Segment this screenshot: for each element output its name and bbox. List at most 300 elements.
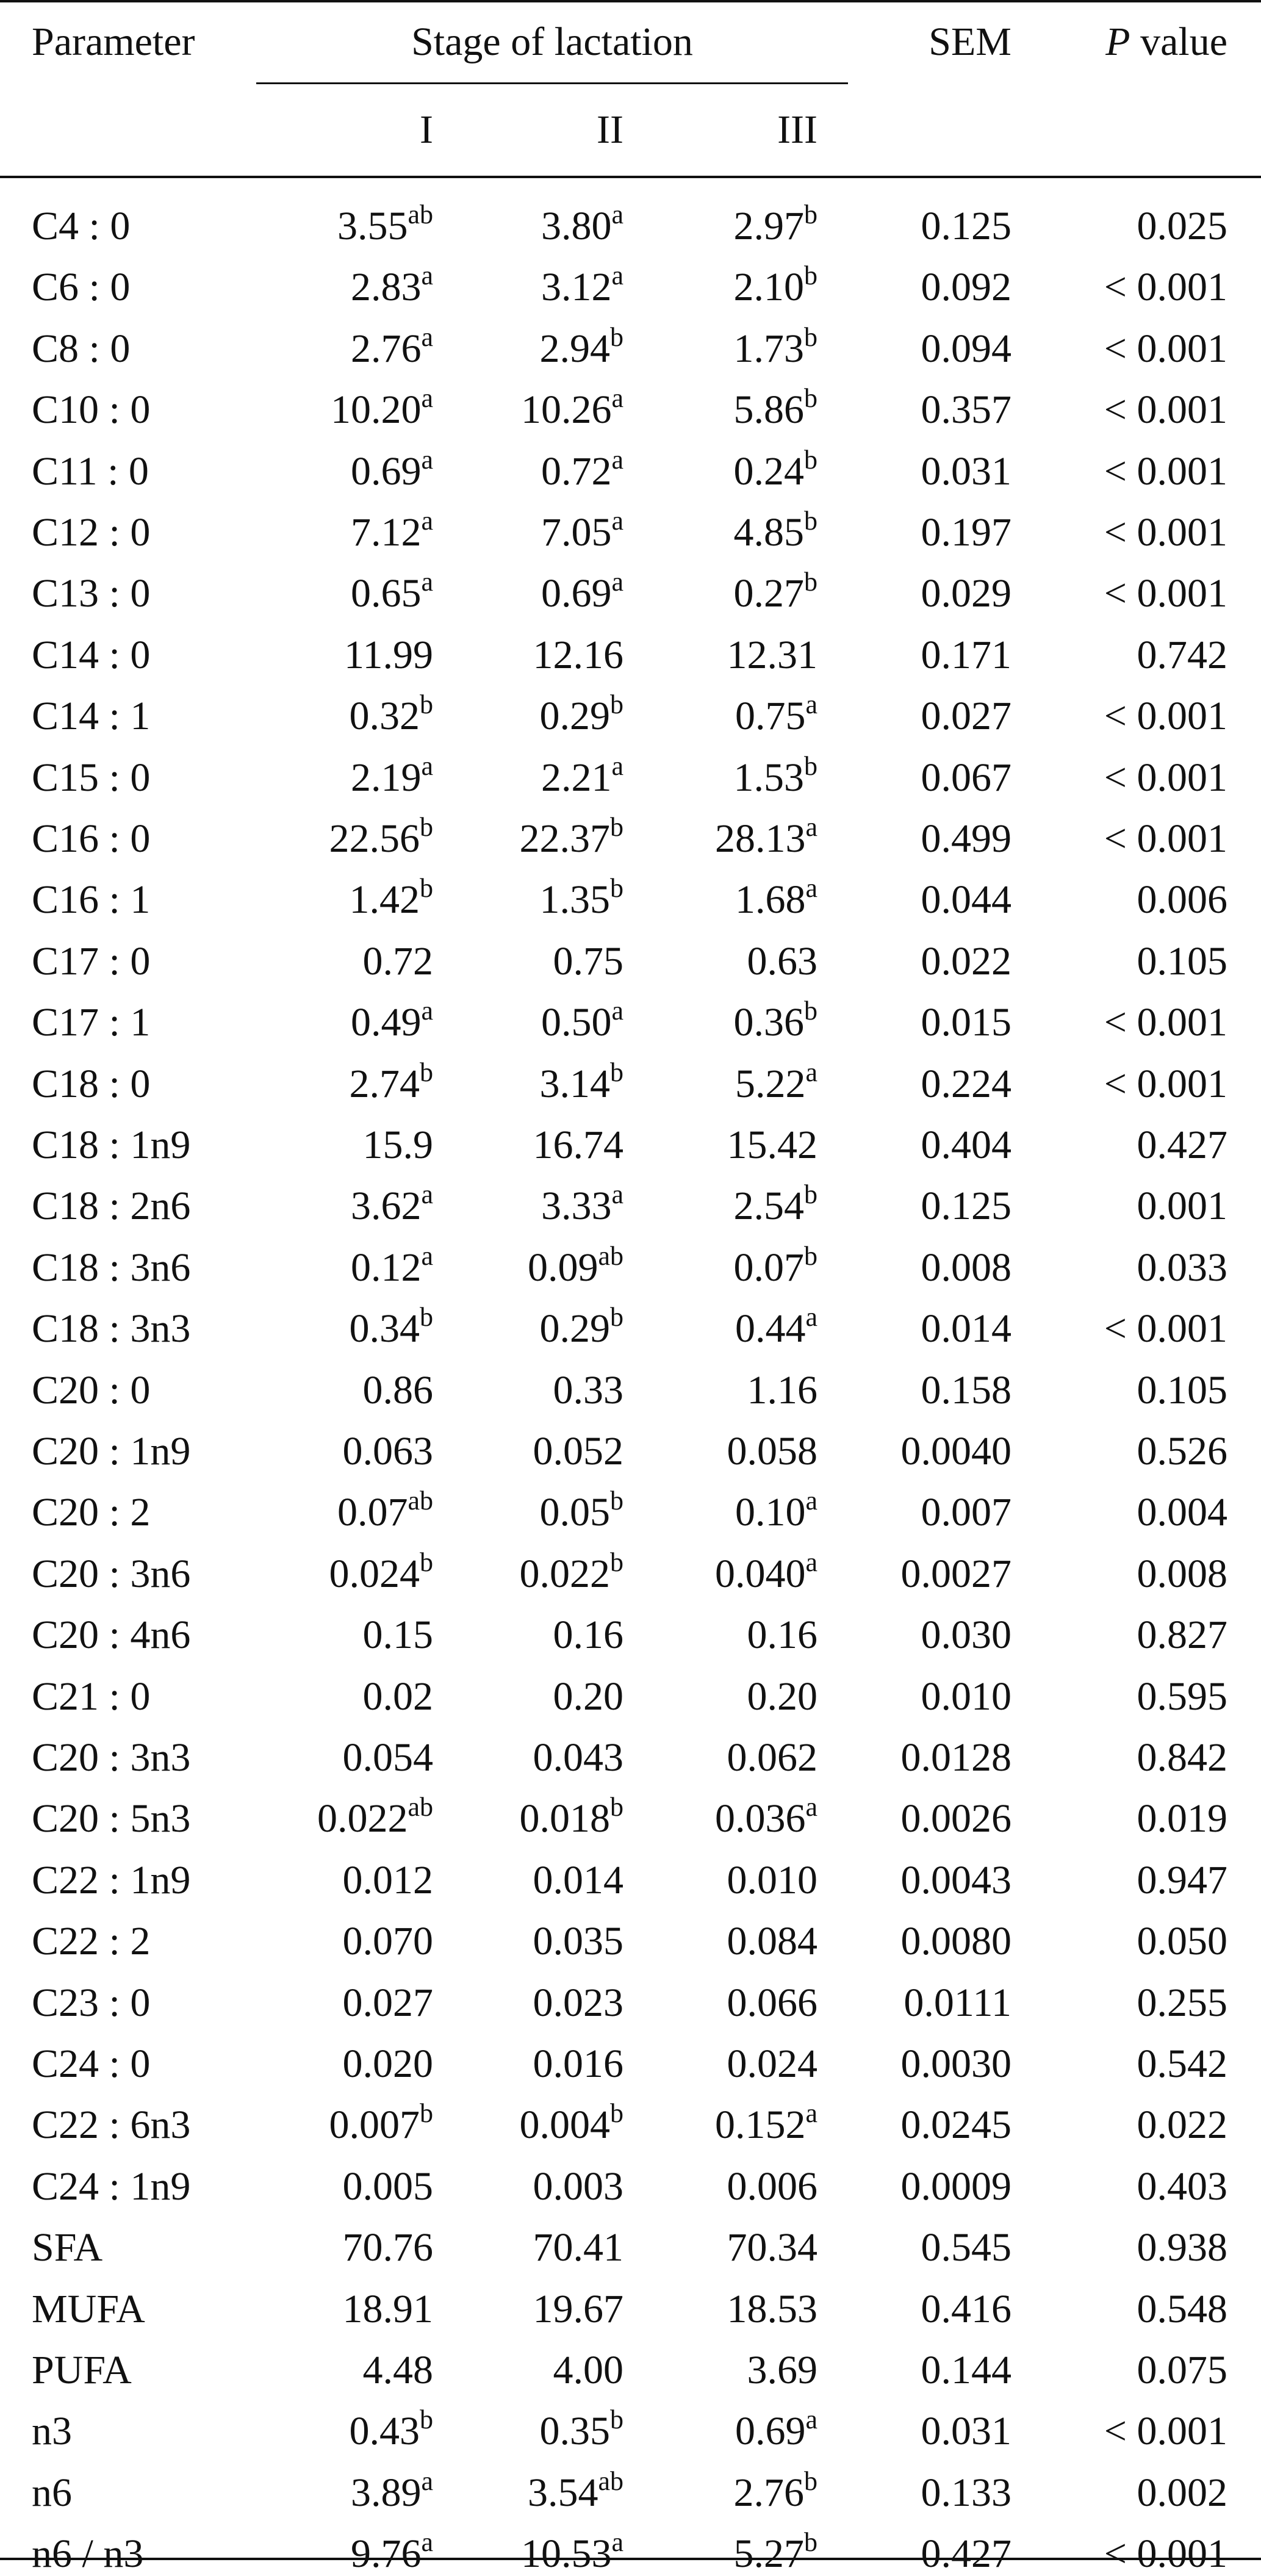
cell-value: 0.002 <box>1137 2470 1227 2515</box>
cell-value: 0.067 <box>921 755 1011 800</box>
cell-value: 0.001 <box>1137 1184 1227 1228</box>
cell-iii <box>628 445 817 494</box>
significance-superscript: b <box>610 1302 623 1332</box>
cell-iii <box>628 2225 817 2270</box>
cell-i <box>256 1370 433 1411</box>
cell-param <box>32 510 251 555</box>
cell-value: 0.031 <box>921 2409 1011 2453</box>
cell-value: C20 : 3n6 <box>32 1552 191 1596</box>
significance-superscript: a <box>805 1547 817 1577</box>
significance-superscript: ab <box>598 2466 623 2496</box>
cell-value: 0.105 <box>1137 939 1227 984</box>
cell-param <box>32 449 251 494</box>
cell-sem <box>842 1245 1011 1290</box>
cell-p <box>1037 206 1227 246</box>
cell-value: 0.16 <box>553 1613 623 1657</box>
cell-value: 0.69 <box>735 2409 806 2453</box>
cell-sem <box>842 2289 1011 2330</box>
cell-param <box>32 326 251 371</box>
cell-value: 0.043 <box>533 1735 623 1780</box>
significance-superscript: b <box>420 689 433 719</box>
cell-ii <box>439 751 623 800</box>
cell-sem <box>842 2044 1011 2084</box>
cell-value: 0.014 <box>921 1306 1011 1351</box>
cell-value: 2.76 <box>350 326 422 371</box>
cell-value: 0.008 <box>1137 1552 1227 1596</box>
cell-ii <box>439 689 623 738</box>
cell-p <box>1037 696 1227 736</box>
cell-i <box>256 1921 433 1962</box>
cell-ii <box>439 2466 623 2515</box>
cell-value: 0.65 <box>350 571 422 616</box>
cell-value: 0.010 <box>921 1674 1011 1719</box>
cell-value: 0.004 <box>519 2103 610 2147</box>
cell-i <box>256 261 433 309</box>
cell-i <box>256 1983 433 2023</box>
cell-value: 1.16 <box>747 1368 817 1412</box>
significance-superscript: a <box>805 1792 817 1822</box>
cell-i <box>256 2164 433 2209</box>
significance-superscript: b <box>610 812 623 842</box>
significance-superscript: b <box>804 2527 817 2557</box>
cell-value: 0.024 <box>329 1552 420 1596</box>
cell-value: 0.125 <box>921 204 1011 248</box>
cell-i <box>256 1674 433 1719</box>
cell-iii <box>628 1431 817 1472</box>
cell-value: 10.26 <box>520 387 612 432</box>
cell-sem <box>842 2105 1011 2145</box>
cell-p <box>1037 2105 1227 2145</box>
cell-value: 0.007 <box>329 2103 420 2147</box>
cell-iii <box>628 873 817 922</box>
cell-value: 0.427 <box>1137 1123 1227 1167</box>
cell-value: 0.27 <box>733 571 804 616</box>
cell-sem <box>842 1431 1011 1472</box>
cell-p <box>1037 510 1227 555</box>
cell-p <box>1037 2470 1227 2515</box>
significance-superscript: a <box>421 445 433 475</box>
cell-p <box>1037 1796 1227 1841</box>
cell-value: 0.054 <box>342 1735 433 1780</box>
significance-superscript: b <box>610 873 623 903</box>
cell-iii <box>628 1921 817 1962</box>
significance-superscript: b <box>804 261 817 290</box>
cell-value: 0.066 <box>727 1981 817 2025</box>
cell-ii <box>439 873 623 922</box>
cell-ii <box>439 2164 623 2209</box>
cell-value: < 0.001 <box>1104 387 1227 432</box>
cell-value: 0.12 <box>350 1245 422 1290</box>
cell-value: 0.070 <box>342 1919 433 1963</box>
cell-iii <box>628 261 817 309</box>
cell-value: 0.125 <box>921 1184 1011 1228</box>
cell-value: 0.008 <box>921 1245 1011 1290</box>
cell-ii <box>439 1057 623 1106</box>
cell-value: 0.050 <box>1137 1919 1227 1963</box>
significance-superscript: a <box>611 261 623 290</box>
cell-value: 0.0009 <box>900 2164 1011 2209</box>
cell-value: 3.69 <box>747 2348 817 2392</box>
cell-value: 10.20 <box>330 387 422 432</box>
cell-value: n3 <box>32 2409 72 2453</box>
cell-value: < 0.001 <box>1104 571 1227 616</box>
cell-ii <box>439 1547 623 1596</box>
cell-i <box>256 2289 433 2330</box>
cell-value: 0.144 <box>921 2348 1011 2392</box>
cell-iii <box>628 2044 817 2084</box>
cell-param <box>32 635 251 675</box>
cell-ii <box>439 2527 623 2576</box>
cell-i <box>256 1860 433 1901</box>
cell-iii <box>628 322 817 371</box>
cell-param <box>32 1860 251 1901</box>
cell-value: C17 : 1 <box>32 1000 151 1045</box>
cell-sem <box>842 2164 1011 2209</box>
significance-superscript: a <box>805 1057 817 1087</box>
significance-superscript: b <box>804 200 817 229</box>
cell-ii <box>439 2044 623 2084</box>
cell-value: C24 : 0 <box>32 2042 151 2086</box>
cell-value: 0.0030 <box>900 2042 1011 2086</box>
significance-superscript: b <box>610 1792 623 1822</box>
cell-value: 0.031 <box>921 449 1011 494</box>
cell-value: 15.42 <box>727 1123 817 1167</box>
cell-ii <box>439 1921 623 1962</box>
cell-value: 0.595 <box>1137 1674 1227 1719</box>
cell-value: C11 : 0 <box>32 449 149 494</box>
cell-value: 70.34 <box>727 2225 817 2270</box>
cell-i <box>256 751 433 800</box>
cell-value: 0.027 <box>342 1981 433 2025</box>
cell-value: 0.416 <box>921 2287 1011 2331</box>
cell-value: 0.035 <box>533 1919 623 1963</box>
header-p-letter: P <box>1105 20 1130 64</box>
header-stage-1: I <box>420 107 433 152</box>
cell-value: 0.75 <box>735 694 806 738</box>
cell-value: < 0.001 <box>1104 694 1227 738</box>
header-stage-3: III <box>777 107 817 152</box>
cell-value: 0.0043 <box>900 1858 1011 1902</box>
significance-superscript: a <box>421 383 433 413</box>
cell-value: 0.33 <box>553 1368 623 1412</box>
significance-superscript: b <box>420 812 433 842</box>
cell-value: 0.044 <box>921 877 1011 922</box>
cell-ii <box>439 322 623 371</box>
cell-p <box>1037 1921 1227 1962</box>
cell-value: 0.35 <box>539 2409 610 2453</box>
cell-p <box>1037 2044 1227 2084</box>
cell-param <box>32 1735 251 1780</box>
significance-superscript: ab <box>408 1486 433 1516</box>
cell-param <box>32 206 251 246</box>
cell-value: 0.033 <box>1137 1245 1227 1290</box>
cell-value: 0.16 <box>747 1613 817 1657</box>
cell-sem <box>842 2531 1011 2576</box>
cell-iii <box>628 941 817 982</box>
cell-ii <box>439 2225 623 2270</box>
cell-iii <box>628 506 817 555</box>
cell-iii <box>628 1179 817 1228</box>
cell-value: C12 : 0 <box>32 510 151 555</box>
cell-i <box>256 567 433 616</box>
cell-value: 2.97 <box>733 204 804 248</box>
cell-value: 0.44 <box>735 1306 806 1351</box>
cell-value: < 0.001 <box>1104 449 1227 494</box>
significance-superscript: b <box>420 2405 433 2434</box>
cell-param <box>32 2411 251 2452</box>
cell-ii <box>439 2289 623 2330</box>
cell-value: 0.006 <box>1137 877 1227 922</box>
cell-value: 0.075 <box>1137 2348 1227 2392</box>
cell-iii <box>628 635 817 675</box>
cell-i <box>256 996 433 1045</box>
cell-iii <box>628 2405 817 2453</box>
cell-iii <box>628 996 817 1045</box>
significance-superscript: ab <box>598 1241 623 1271</box>
cell-param <box>32 1921 251 1962</box>
cell-i <box>256 1431 433 1472</box>
cell-p <box>1037 1186 1227 1226</box>
cell-p <box>1037 571 1227 616</box>
cell-value: 3.14 <box>539 1062 610 1106</box>
cell-value: 0.43 <box>349 2409 420 2453</box>
cell-value: 15.9 <box>362 1123 433 1167</box>
cell-ii <box>439 2405 623 2453</box>
cell-p <box>1037 1554 1227 1594</box>
significance-superscript: a <box>611 506 623 536</box>
cell-value: < 0.001 <box>1104 2409 1227 2453</box>
significance-superscript: b <box>420 2098 433 2128</box>
cell-sem <box>842 696 1011 736</box>
cell-value: 0.0128 <box>900 1735 1011 1780</box>
top-rule <box>0 0 1261 2</box>
cell-sem <box>842 326 1011 371</box>
cell-i <box>256 1125 433 1165</box>
significance-superscript: a <box>421 2466 433 2496</box>
cell-value: 0.063 <box>342 1429 433 1473</box>
cell-ii <box>439 567 623 616</box>
cell-value: 18.53 <box>727 2287 817 2331</box>
header-rule <box>0 176 1261 178</box>
cell-param <box>32 2164 251 2209</box>
cell-p <box>1037 2289 1227 2330</box>
cell-param <box>32 2225 251 2270</box>
cell-value: 3.12 <box>541 265 612 309</box>
cell-value: 0.07 <box>733 1245 804 1290</box>
cell-value: 2.19 <box>350 755 422 800</box>
cell-param <box>32 1186 251 1226</box>
cell-value: 0.63 <box>747 939 817 984</box>
cell-i <box>256 2466 433 2515</box>
cell-sem <box>842 2225 1011 2270</box>
cell-i <box>256 1792 433 1841</box>
cell-value: 2.94 <box>539 326 610 371</box>
cell-value: 0.027 <box>921 694 1011 738</box>
cell-value: C13 : 0 <box>32 571 151 616</box>
cell-i <box>256 1547 433 1596</box>
cell-iii <box>628 2098 817 2147</box>
cell-value: 70.76 <box>342 2225 433 2270</box>
cell-iii <box>628 1302 817 1351</box>
cell-sem <box>842 387 1011 432</box>
significance-superscript: a <box>805 812 817 842</box>
cell-ii <box>439 1431 623 1472</box>
significance-superscript: b <box>804 1241 817 1271</box>
cell-value: 10.53 <box>520 2531 612 2576</box>
cell-ii <box>439 1792 623 1841</box>
cell-value: 0.72 <box>541 449 612 494</box>
cell-value: C20 : 2 <box>32 1490 151 1534</box>
cell-value: 4.48 <box>362 2348 433 2392</box>
significance-superscript: b <box>610 689 623 719</box>
significance-superscript: b <box>804 1179 817 1209</box>
cell-ii <box>439 1860 623 1901</box>
cell-value: 0.022 <box>317 1796 408 1841</box>
cell-value: C18 : 0 <box>32 1062 151 1106</box>
cell-sem <box>842 2470 1011 2515</box>
cell-param <box>32 1064 251 1104</box>
significance-superscript: a <box>611 751 623 781</box>
cell-value: 7.05 <box>541 510 612 555</box>
cell-value: C17 : 0 <box>32 939 151 984</box>
cell-param <box>32 696 251 736</box>
significance-superscript: a <box>611 383 623 413</box>
header-stage-of-lactation: Stage of lactation <box>411 20 693 64</box>
cell-p <box>1037 1860 1227 1901</box>
cell-param <box>32 1492 251 1533</box>
cell-value: 0.34 <box>349 1306 420 1351</box>
cell-value: 2.83 <box>350 265 422 309</box>
cell-value: 4.00 <box>553 2348 623 2392</box>
cell-value: 0.105 <box>1137 1368 1227 1412</box>
cell-ii <box>439 1179 623 1228</box>
cell-value: 3.54 <box>527 2470 598 2515</box>
cell-value: 3.33 <box>541 1184 612 1228</box>
cell-ii <box>439 1125 623 1165</box>
cell-value: 0.50 <box>541 1000 612 1045</box>
cell-value: 0.427 <box>921 2531 1011 2576</box>
cell-value: 16.74 <box>533 1123 623 1167</box>
cell-value: 0.0027 <box>900 1552 1011 1596</box>
cell-value: 0.014 <box>533 1858 623 1902</box>
cell-ii <box>439 200 623 248</box>
cell-value: 0.255 <box>1137 1981 1227 2025</box>
significance-superscript: a <box>421 2527 433 2557</box>
cell-ii <box>439 635 623 675</box>
cell-p <box>1037 755 1227 800</box>
header-sem: SEM <box>929 20 1011 64</box>
cell-value: < 0.001 <box>1104 1000 1227 1045</box>
cell-value: 0.197 <box>921 510 1011 555</box>
cell-iii <box>628 2164 817 2209</box>
significance-superscript: a <box>611 996 623 1026</box>
significance-superscript: a <box>805 873 817 903</box>
cell-value: C20 : 0 <box>32 1368 151 1412</box>
cell-value: 5.86 <box>733 387 804 432</box>
significance-superscript: a <box>421 1241 433 1271</box>
cell-value: SFA <box>32 2225 103 2270</box>
cell-value: 0.005 <box>342 2164 433 2209</box>
cell-p <box>1037 267 1227 308</box>
significance-superscript: a <box>611 2527 623 2557</box>
significance-superscript: a <box>805 689 817 719</box>
cell-param <box>32 2105 251 2145</box>
cell-ii <box>439 1370 623 1411</box>
cell-sem <box>842 1370 1011 1411</box>
cell-value: < 0.001 <box>1104 1062 1227 1106</box>
cell-param <box>32 387 251 432</box>
cell-sem <box>842 267 1011 308</box>
significance-superscript: ab <box>408 200 433 229</box>
cell-iii <box>628 1735 817 1780</box>
cell-value: 3.80 <box>541 204 612 248</box>
cell-value: 0.69 <box>350 449 422 494</box>
cell-p <box>1037 2411 1227 2452</box>
cell-iii <box>628 567 817 616</box>
cell-i <box>256 445 433 494</box>
significance-superscript: a <box>421 322 433 352</box>
cell-value: 0.09 <box>527 1245 598 1290</box>
cell-value: < 0.001 <box>1104 1306 1227 1351</box>
cell-param <box>32 1245 251 1290</box>
cell-value: 0.29 <box>539 694 610 738</box>
significance-superscript: ab <box>408 1792 433 1822</box>
cell-value: 0.036 <box>714 1796 806 1841</box>
cell-value: 0.545 <box>921 2225 1011 2270</box>
cell-i <box>256 1615 433 1655</box>
cell-value: 3.62 <box>350 1184 422 1228</box>
significance-superscript: a <box>421 1179 433 1209</box>
significance-superscript: b <box>804 445 817 475</box>
cell-p <box>1037 1064 1227 1104</box>
cell-value: 0.003 <box>533 2164 623 2209</box>
cell-param <box>32 1674 251 1719</box>
cell-sem <box>842 1125 1011 1165</box>
significance-superscript: b <box>804 383 817 413</box>
cell-p <box>1037 2350 1227 2391</box>
cell-value: 12.31 <box>727 633 817 677</box>
cell-ii <box>439 996 623 1045</box>
cell-value: 0.006 <box>727 2164 817 2209</box>
cell-iii <box>628 1241 817 1290</box>
cell-value: 0.499 <box>921 816 1011 861</box>
cell-i <box>256 1302 433 1351</box>
cell-value: 0.86 <box>362 1368 433 1412</box>
cell-value: 0.05 <box>539 1490 610 1534</box>
cell-value: 0.0111 <box>904 1981 1011 2025</box>
cell-p <box>1037 449 1227 494</box>
cell-value: 0.0245 <box>900 2103 1011 2147</box>
cell-value: < 0.001 <box>1104 2531 1227 2576</box>
cell-i <box>256 2044 433 2084</box>
cell-iii <box>628 1983 817 2023</box>
cell-param <box>32 2350 251 2391</box>
cell-value: C20 : 3n3 <box>32 1735 191 1780</box>
cell-value: 0.062 <box>727 1735 817 1780</box>
cell-i <box>256 689 433 738</box>
cell-value: 1.73 <box>733 326 804 371</box>
cell-value: 4.85 <box>733 510 804 555</box>
cell-value: 0.018 <box>519 1796 610 1841</box>
cell-sem <box>842 2411 1011 2452</box>
cell-value: 9.76 <box>350 2531 422 2576</box>
cell-value: 0.07 <box>337 1490 408 1534</box>
cell-iii <box>628 2289 817 2330</box>
significance-superscript: a <box>421 261 433 290</box>
cell-value: 22.56 <box>329 816 420 861</box>
cell-value: 1.42 <box>349 877 420 922</box>
cell-iii <box>628 1674 817 1719</box>
